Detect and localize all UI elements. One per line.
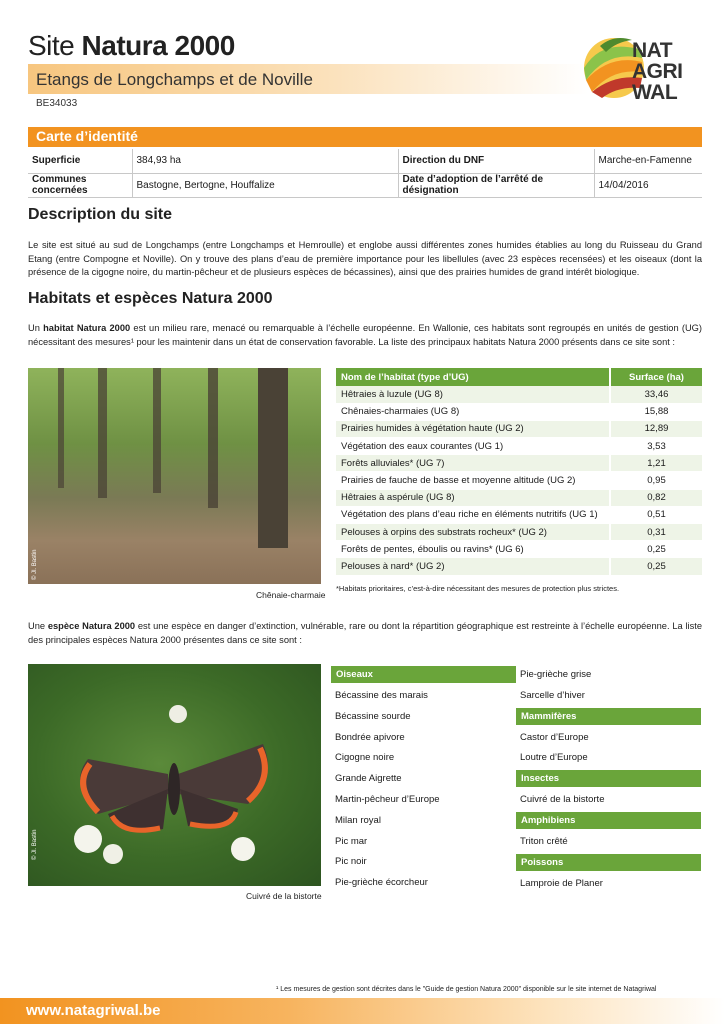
site-name: Etangs de Longchamps et de Noville bbox=[36, 70, 313, 89]
surface-header: Surface (ha) bbox=[610, 368, 702, 386]
site-code: BE34033 bbox=[36, 98, 78, 109]
habitat-surface: 12,89 bbox=[610, 420, 702, 437]
footer-link[interactable]: www.natagriwal.be bbox=[26, 1002, 161, 1019]
habitat-surface: 3,53 bbox=[610, 438, 702, 455]
species-item: Grande Aigrette bbox=[335, 773, 402, 785]
habitat-surface: 0,51 bbox=[610, 506, 702, 523]
species-item: Castor d’Europe bbox=[520, 731, 589, 743]
habitat-name: Végétation des plans d’eau riche en éléments nutritifs (UG 1) bbox=[336, 506, 610, 523]
species-item: Pie-grièche grise bbox=[520, 669, 592, 680]
species-item: Pic noir bbox=[335, 856, 367, 868]
identity-table bbox=[28, 149, 702, 198]
forest-photo: © Jl. Bastin bbox=[28, 368, 321, 584]
species-item: Martin-pêcheur d’Europe bbox=[335, 793, 440, 805]
table-row bbox=[336, 489, 702, 506]
species-item: Pic mar bbox=[335, 835, 368, 847]
table-row bbox=[336, 455, 702, 472]
table-row bbox=[336, 558, 702, 575]
species-item: Bécassine sourde bbox=[335, 710, 411, 722]
habitats-intro: Un habitat Natura 2000 est un milieu rare, menacé ou remarquable à l’échelle européenne. En Wallonie, ces habitats sont regroupés en unités de gestion (UG) nécessitant des mesures¹ pour les maintenir dans un état de conservation favorable. La liste des principaux habitats Natura 2000 présents dans ce site sont : bbox=[28, 323, 702, 347]
habitat-name: Chênaies-charmaies (UG 8) bbox=[336, 403, 610, 420]
species-item: Bécassine des marais bbox=[335, 690, 428, 701]
habitat-surface: 0,95 bbox=[610, 472, 702, 489]
habitat-name-header: Nom de l’habitat (type d’UG) bbox=[336, 368, 610, 386]
table-row bbox=[336, 524, 702, 541]
species-item: Milan royal bbox=[335, 814, 381, 826]
description-heading: Description du site bbox=[28, 206, 173, 223]
butterfly-icon bbox=[28, 664, 321, 886]
species-list-col2 bbox=[516, 666, 701, 896]
forest-photo-caption: Chênaie-charmaie bbox=[256, 590, 326, 600]
species-item: Triton crêté bbox=[520, 835, 568, 847]
habitat-name: Hêtraies à aspérule (UG 8) bbox=[336, 489, 610, 506]
table-row: Communes concernées Bastogne, Bertogne, Houffalize Date d’adoption de l’arrêté de désignation 14/04/2016 bbox=[28, 173, 702, 197]
logo-wordmark: NAT AGRI WAL bbox=[632, 39, 683, 104]
table-row bbox=[336, 438, 702, 455]
butterfly-photo: © Jl. Bastin bbox=[28, 664, 321, 886]
species-item: Lamproie de Planer bbox=[520, 877, 603, 889]
table-row bbox=[336, 472, 702, 489]
page-title: Site Natura 2000 bbox=[28, 30, 235, 61]
habitat-name: Prairies humides à végétation haute (UG 2) bbox=[336, 420, 610, 437]
species-list-col1 bbox=[331, 666, 516, 895]
table-row bbox=[336, 386, 702, 403]
butterfly-photo-caption: Cuivré de la bistorte bbox=[246, 891, 322, 901]
table-row bbox=[336, 420, 702, 437]
species-group-header: Amphibiens bbox=[516, 812, 701, 829]
species-group-header: Mammifères bbox=[516, 708, 701, 725]
species-group-header: Insectes bbox=[516, 770, 701, 787]
habitats-note: *Habitats prioritaires, c’est-à-dire nécessitant des mesures de protection plus strictes. bbox=[336, 584, 620, 593]
species-item: Sarcelle d’hiver bbox=[520, 689, 585, 701]
species-group-header: Oiseaux bbox=[331, 666, 516, 683]
table-row bbox=[336, 403, 702, 420]
habitat-surface: 0,31 bbox=[610, 524, 702, 541]
habitat-name: Pelouses à nard* (UG 2) bbox=[336, 558, 610, 575]
species-item: Pie-grièche écorcheur bbox=[335, 877, 428, 889]
habitat-name: Pelouses à orpins des substrats rocheux* (UG 2) bbox=[336, 524, 610, 541]
habitat-surface: 15,88 bbox=[610, 403, 702, 420]
species-item: Cigogne noire bbox=[335, 752, 395, 764]
habitat-name: Forêts alluviales* (UG 7) bbox=[336, 455, 610, 472]
species-item: Bondrée apivore bbox=[335, 731, 405, 743]
footnote: ¹ Les mesures de gestion sont décrites dans le "Guide de gestion Natura 2000" disponible sur le site internet de Natagriwal bbox=[276, 986, 657, 993]
species-item: Loutre d’Europe bbox=[520, 752, 588, 764]
description-text: Le site est situé au sud de Longchamps (entre Longchamps et Hemroulle) et englobe aussi différentes zones humides établies au long du Ruisseau du Grand Etang (entre Compogne et Noville). On y trouve des plans d’eau de première importance pour les libellules (avec 23 espèces recensées) et les oiseaux (dont la présence de la cigogne noire, du martin-pêcheur et de plusieurs espèces de bécassines), ainsi que des prairies humides de grand intérêt biologique. bbox=[28, 240, 702, 277]
habitat-surface: 33,46 bbox=[610, 386, 702, 403]
habitat-name: Forêts de pentes, éboulis ou ravins* (UG 6) bbox=[336, 541, 610, 558]
table-row bbox=[336, 506, 702, 523]
habitat-surface: 1,21 bbox=[610, 455, 702, 472]
species-intro: Une espèce Natura 2000 est une espèce en danger d’extinction, vulnérable, rare ou dont la répartition géographique est restreinte à l’échelle européenne. La liste des principales espèces Natura 2000 présentes dans ce site sont : bbox=[28, 621, 703, 645]
habitat-surface: 0,25 bbox=[610, 541, 702, 558]
identity-header: Carte d’identité bbox=[28, 127, 702, 147]
habitat-name: Végétation des eaux courantes (UG 1) bbox=[336, 438, 610, 455]
table-header-row bbox=[336, 368, 702, 386]
habitat-surface: 0,82 bbox=[610, 489, 702, 506]
table-row: Superficie 384,93 ha Direction du DNF Marche-en-Famenne bbox=[28, 149, 702, 173]
habitat-name: Hêtraies à luzule (UG 8) bbox=[336, 386, 610, 403]
habitat-name: Prairies de fauche de basse et moyenne altitude (UG 2) bbox=[336, 472, 610, 489]
habitats-heading: Habitats et espèces Natura 2000 bbox=[28, 290, 273, 307]
footer-band bbox=[0, 998, 725, 1024]
habitat-surface: 0,25 bbox=[610, 558, 702, 575]
table-row bbox=[336, 541, 702, 558]
habitats-table bbox=[336, 368, 702, 576]
species-group-header: Poissons bbox=[516, 854, 701, 871]
species-item: Cuivré de la bistorte bbox=[520, 794, 605, 806]
